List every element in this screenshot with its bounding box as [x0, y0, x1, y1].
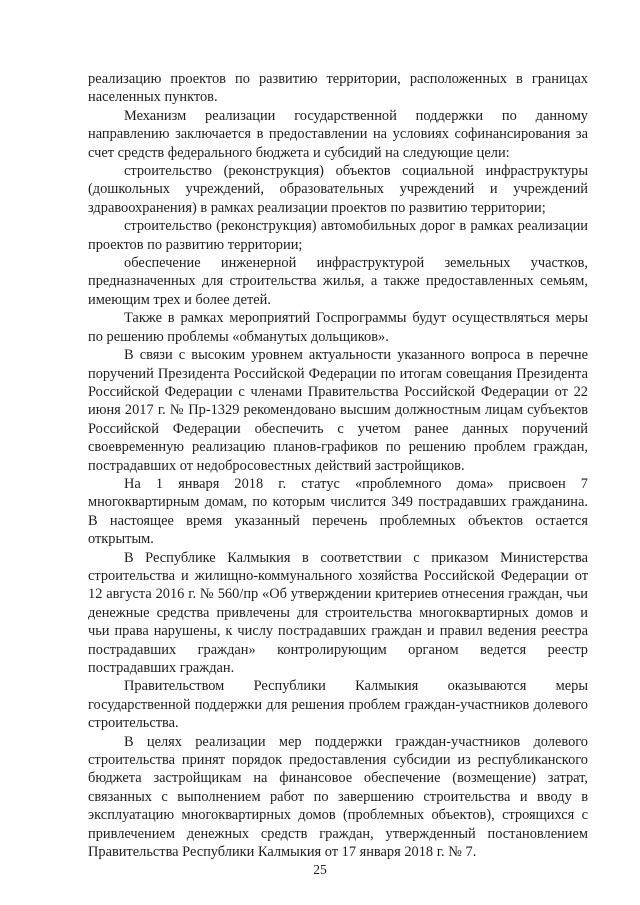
paragraph-continuation: реализацию проектов по развитию территории, расположенных в границах населенных пунктов. — [88, 71, 588, 106]
paragraph-mechanism: Механизм реализации государственной поддержки по данному направлению заключается в предоставлении на условиях софинансирования за счет средств федерального бюджета и субсидий на следующие цели: — [88, 107, 588, 161]
paragraph-deceived-shareholders: Также в рамках мероприятий Госпрограммы будут осуществляться меры по решению проблемы «обманутых дольщиков». — [88, 310, 588, 345]
list-item-roads: строительство (реконструкция) автомобильных дорог в рамках реализации проектов по развитию территории; — [88, 218, 588, 253]
page-number: 25 — [313, 862, 327, 877]
paragraph-president-instructions: В связи с высоким уровнем актуальности указанного вопроса в перечне поручений Президента Российской Федерации по итогам совещания Президента Российской Федерации с членами Правительства Российской Федерации от 22 июня 2017 г. № Пр-1329 рекомендовано высшим должностным лицам субъектов Российской Федерации обеспечить с учетом ранее данных поручений своевременную реализацию планов-графиков по решению проблем граждан, пострадавших от недобросовестных действий застройщиков. — [88, 347, 588, 474]
paragraph-problem-houses: На 1 января 2018 г. статус «проблемного дома» присвоен 7 многоквартирным домам, по которым числится 349 пострадавших гражданина. В настоящее время указанный перечень проблемных объектов остается открытым. — [88, 475, 588, 548]
paragraph-registry: В Республике Калмыкия в соответствии с приказом Министерства строительства и жилищно-коммунального хозяйства Российской Федерации от 12 августа 2016 г. № 560/пр «Об утверждении критериев отнесения граждан, чьи денежные средства привлечены для строительства многоквартирных домов и чьи права нарушены, к числу пострадавших граждан и правил ведения реестра пострадавших граждан» контролирующим органом ведется реестр пострадавших граждан. — [88, 549, 588, 676]
paragraph-government-support: Правительством Республики Калмыкия оказываются меры государственной поддержки для решения проблем граждан-участников долевого строительства. — [88, 678, 588, 732]
paragraph-subsidy-procedure: В целях реализации мер поддержки граждан-участников долевого строительства принят порядок предоставления субсидии из республиканского бюджета застройщикам на финансовое обеспечение (возмещение) затрат, связанных с выполнением работ по завершению строительства и вводу в эксплуатацию многоквартирных домов (проблемных объектов), строящихся с привлечением денежных средств граждан, утвержденный постановлением Правительства Республики Калмыкия от 17 января 2018 г. № 7. — [88, 733, 588, 861]
list-item-social-infrastructure: строительство (реконструкция) объектов социальной инфраструктуры (дошкольных учреждений, образовательных учреждений и учреждений здравоохранения) в рамках реализации проектов по развитию территории; — [88, 163, 588, 216]
document-body — [88, 70, 588, 861]
list-item-engineering-infrastructure: обеспечение инженерной инфраструктурой земельных участков, предназначенных для строительства жилья, а также предоставленных семьям, имеющим трех и более детей. — [88, 255, 588, 308]
